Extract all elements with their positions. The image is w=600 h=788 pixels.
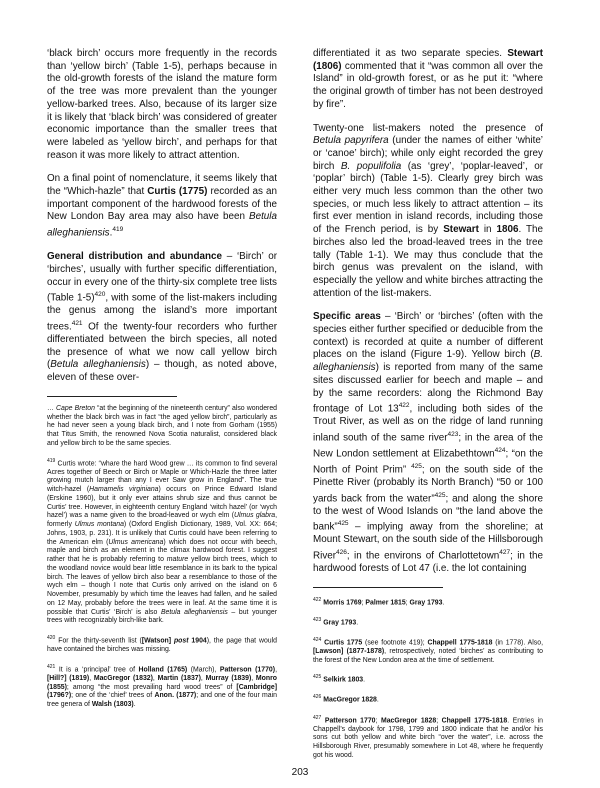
paragraph: On a final point of nomenclature, it seems likely that the “Which-hazle” that Curtis (1775) recorded as an important component of the hardwood forests of the New London Bay area may also have been Betula alleghaniensis.$^{419}$	[47, 173, 278, 239]
footnote: … Cape Breton “at the beginning of the nineteenth century” also wondered whether the black birch was in fact “the aged yellow birch”, particularly as he had never seen a young black birch, and I note from Gorham (1955) that Titus Smith, the renowned Nova Scotia naturalist, considered black and yellow birch to be the same species.	[47, 404, 277, 447]
paragraph: Specific areas – ‘Birch’ or ‘birches’ (often with the species either further specified or deducible from the context) is recorded at quite a number of different places on the island (Figure 1-9). Yellow birch (B. alleghaniensis) is reported from many of the same sites discussed earlier for beech and maple – and by the same recorders: along the Richmond Bay frontage of Lot $13^{422}$, including both sides of the Trout River, as well as on the ridge of land running inland south of the same river$^{423}$; in the area of the New London settlement at Elizabethtown$^{424}$; “on the North of Point Prim” $^{425}$; on the south side of the Pinette River (probably its North Branch) “50 or 100 yards back from the water”$^{425}$; and along the shore to the west of Wood Islands on “the land above the bank”$^{425}$ – implying away from the shoreline; at Mount Stewart, on the south side of the Hillsborough River$^{426}$; in the environs of Charlottetown$^{427}$; in the hardwood forests of Lot 47 (i.e. the lot containing	[313, 311, 544, 575]
footnote: $^{419}$ Curtis wrote: “whare the hard Wood grew … its common to find several Acres together of Beech or Birch or Maple or Which-Hazle the three latter growing mutch larger than any I ever Saw grow in England”. The true witch-hazel (Hamamelis virginiana) occurs on Prince Edward Island (Erskine 1960), but it only ever attains shrub size and thus cannot be Curtis’ tree. However, in eighteenth century England ‘witch hazel’ (or ‘wych hazel’) was a name given to the broad-leaved or wych elm (Ulmus glabra, formerly Ulmus montana) (Oxford English Dictionary, 1989, Vol. XX: 664; Johns, 1903, p. 231). It is unlikely that Curtis could have been referring to the American elm (Ulmus americana) which does not occur with beech, maple and birch as an element in the climax hardwood forest. I suggest rather that he is probably referring to mature yellow birch trees, which to the woodland novice would bear little resemblance in its bark to the typical birch. The leaves of yellow birch also bear a resemblance to those of the wych elm – though I note that Curtis only arrived on the island on 6 November, presumably by which time the leaves had fallen, and he sailed on 12 May, probably before the trees were in leaf. At the same time it is possible that Curtis’ ‘Birch’ is also Betula alleghaniensis – but younger trees with recognizably birch-like bark.	[47, 457, 277, 625]
left-body-text	[47, 48, 277, 385]
right-footnotes	[313, 596, 543, 761]
footnote: $^{426}$ MacGregor 1828.	[313, 694, 379, 704]
footnote: $^{422}$ Morris 1769; Palmer 1815; Gray 1793.	[313, 596, 445, 607]
footnote: $^{427}$ Patterson 1770; MacGregor 1828; Chappell 1775-1818. Entries in Chappell’s daybook for 1798, 1799 and 1800 indicate that he and/or his sons cut both yellow and white birch “over the water”, i.e. across the Hillsborough River, presumably somewhere in Lot 48, where he frequently got his wood.	[313, 714, 543, 759]
page-number: 203	[291, 767, 309, 778]
paragraph: General distribution and abundance – ‘Birch’ or ‘birches’, usually with further specific differentiation, occur in every one of the thirty-six complete tree lists (Table 1-5)$^{420}$, with some of the list-makers including the genus among the island’s more important trees.$^{421}$ Of the twenty-four recorders who further differentiated between the birch species, all noted the presence of what we now call yellow birch (Betula alleghaniensis) – though, as noted above, eleven of these over-	[47, 251, 278, 384]
footnote-divider	[47, 396, 177, 397]
footnote: $^{423}$ Gray 1793.	[313, 616, 359, 627]
footnote: $^{424}$ Curtis 1775 (see footnote 419); Chappell 1775-1818 (in 1778). Also, [Lawson] (1877-1878), retrospectively, noted ‘birches’ as contributing to the forest of the New London area at the time of settlement.	[313, 636, 543, 664]
paragraph: differentiated it as two separate species. Stewart (1806) commented that it “was common all over the Island” in old-growth forest, or as he put it: “where the original growth of timber has not been destroyed by fire”.	[313, 48, 543, 110]
footnote-divider	[313, 587, 443, 588]
paragraph: ‘black birch’ occurs more frequently in the records than ‘yellow birch’ (Table 1-5), perhaps because in the old-growth forests of the island the mature form of the tree was more prevalent than the younger yellow-barked trees. Also, because of its larger size it is likely that ‘black birch’ was considered of greater economic importance than the smaller trees that were labeled as ‘yellow birch’, and perhaps for that reason it was more likely to attract attention.	[47, 48, 277, 161]
left-column	[47, 48, 277, 718]
left-footnotes	[47, 405, 277, 710]
footnote: $^{425}$ Selkirk 1803.	[313, 674, 366, 684]
right-column	[313, 48, 543, 769]
right-body-text	[313, 48, 543, 576]
footnote: $^{421}$ It is a ‘principal’ tree of Holland (1765) (March), Patterson (1770), [Hill?] (1819), MacGregor (1832), Martin (1837), Murray (1839), Monro (1855); among “the most prevailing hard wood trees” of [Cambridge] (1796?); one of the ‘chief’ trees of Anon. (1877); and one of the four main tree genera of Walsh (1803).	[47, 663, 277, 709]
paragraph: Twenty-one list-makers noted the presence of Betula papyrifera (under the names of either ‘white’ or ‘canoe’ birch); while only eight recorded the grey birch B. populifolia (as ‘grey’, ‘poplar-leaved’, or ‘poplar’ birch) (Table 1-5). Clearly grey birch was either very much less common than the other two species, or much less likely to attract attention – its first ever mention in island records, including those of the French period, is by Stewart in 1806. The birches also led the broad-leaved trees in the tree tally (Table 1-1). We may thus conclude that the birch genus was prevalent on the island, with especially the yellow and white birches attracting the attention of the list-makers.	[313, 122, 543, 299]
footnote: $^{420}$ For the thirty-seventh list ([Watson] post 1904), the page that would have contained the birches was missing.	[47, 635, 277, 654]
